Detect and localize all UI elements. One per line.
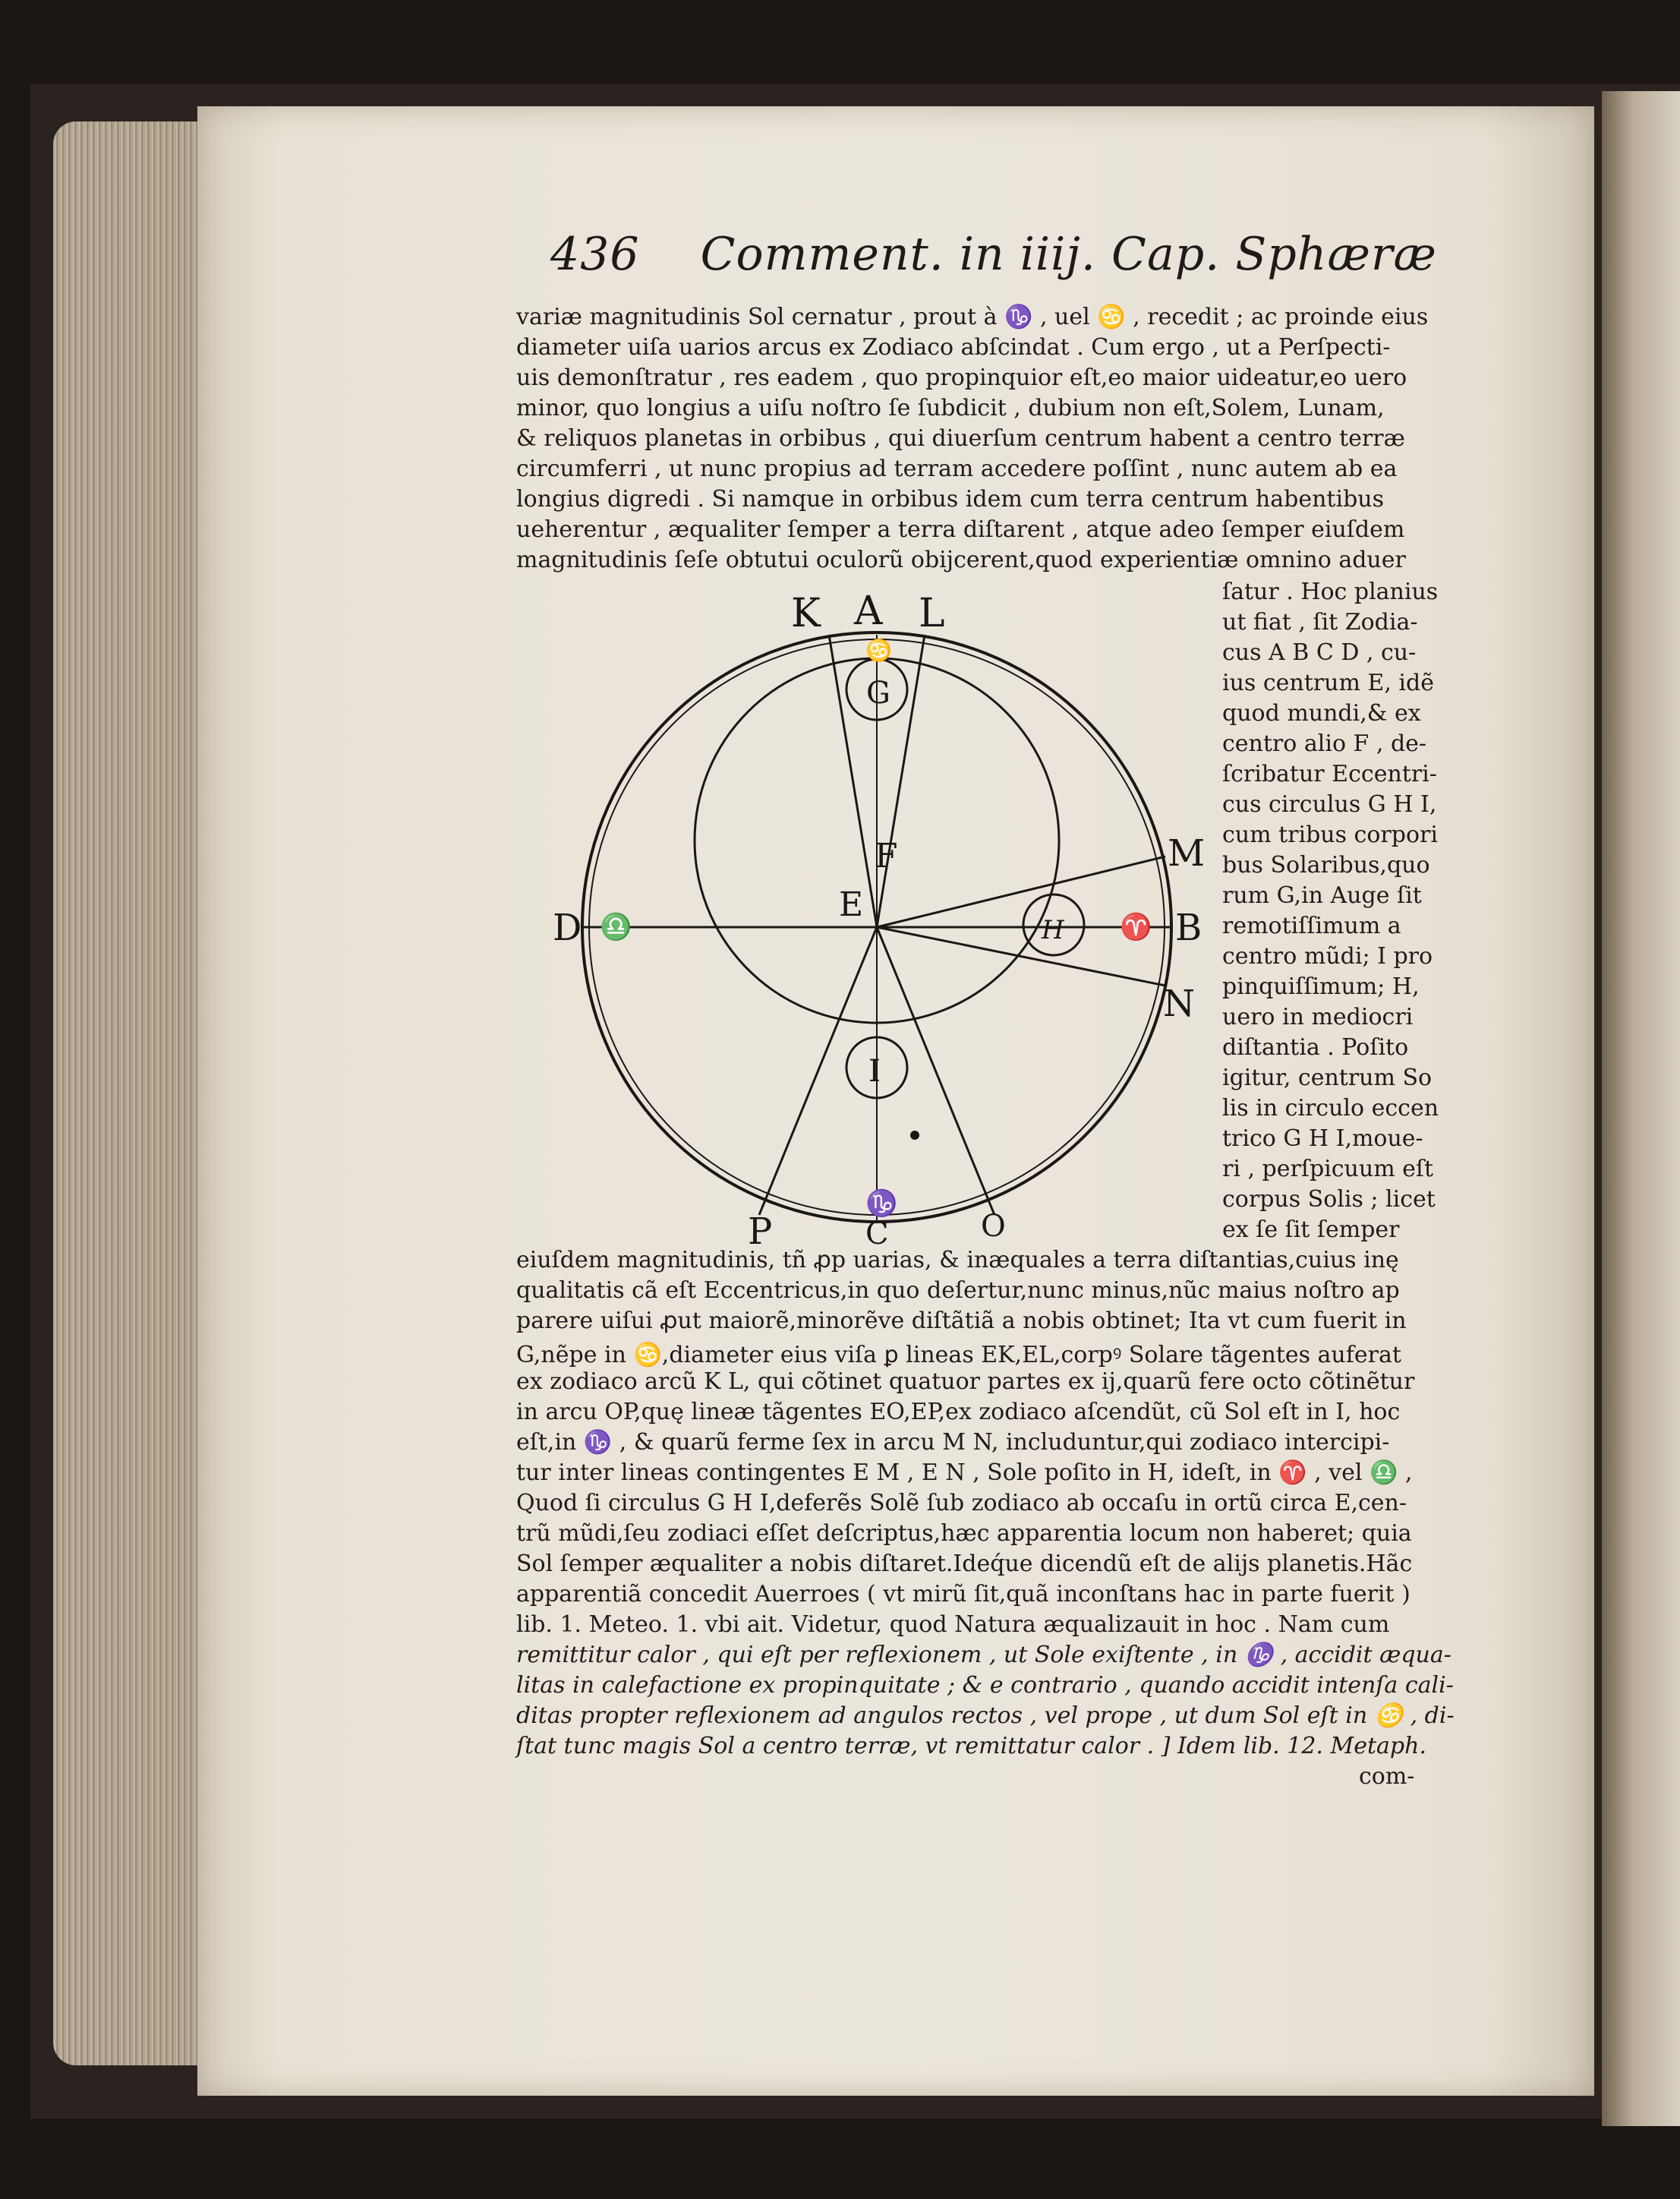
text-line: litas in calefactione ex propinquitate ; & e contrario , quando accidit intenſa cali- <box>516 1672 1454 1699</box>
column-line: cus circulus G H I, <box>1222 791 1437 818</box>
text-line: remittitur calor , qui eſt per reflexionem , ut Sole exiſtente , in ♑ , accidit æqua- <box>516 1642 1451 1668</box>
column-line: cus A B C D , cu- <box>1222 639 1417 666</box>
label-k: K <box>791 591 821 636</box>
column-line: ius centrum E, idẽ <box>1222 670 1434 696</box>
label-a: A <box>854 588 883 634</box>
label-d: D <box>553 907 582 949</box>
text-line: uis demonſtratur , res eadem , quo propinquior eſt,eo maior uideatur,eo uero <box>516 364 1407 391</box>
page-edges <box>53 121 205 2065</box>
text-line: magnitudinis ſeſe obtutui oculorũ obijcerent,quod experientiæ omnino aduer <box>516 547 1406 573</box>
column-line: corpus Solis ; licet <box>1222 1186 1436 1213</box>
label-m: M <box>1168 832 1206 875</box>
text-line: G,nẽpe in ♋,diameter eius viſa ꝑ lineas EK,EL,corpꝰ Solare tãgentes auferat <box>516 1342 1401 1368</box>
column-line: ſatur . Hoc planius <box>1222 579 1439 605</box>
column-line: igitur, centrum So <box>1222 1065 1433 1091</box>
text-line: ſtat tunc magis Sol a centro terræ, vt remittatur calor . ] Idem lib. 12. Metaph. <box>516 1733 1426 1759</box>
sign-capricorn: ♑ <box>865 1188 898 1219</box>
running-title: Comment. in iiij. Cap. Sphæræ <box>700 228 1437 281</box>
text-line: Quod ſi circulus G H I,deferẽs Solẽ ſub zodiaco ab occaſu in ortũ circa E,cen- <box>516 1490 1407 1516</box>
text-line: circumferri , ut nunc propius ad terram accedere poſſint , nunc autem ab ea <box>516 456 1398 482</box>
text-line: eſt,in ♑ , & quarũ ferme ſex in arcu M N, includuntur,qui zodiaco intercipi- <box>516 1429 1390 1456</box>
label-f: F <box>875 837 898 875</box>
text-line: minor, quo longius a uiſu noſtro ſe ſubdicit , dubium non eſt,Solem, Lunam, <box>516 395 1385 421</box>
center-dot <box>910 1131 919 1140</box>
column-line: cum tribus corpori <box>1222 822 1438 848</box>
column-line: bus Solaribus,quo <box>1222 852 1430 879</box>
label-c: C <box>865 1216 889 1251</box>
column-line: trico G H I,moue- <box>1222 1125 1423 1152</box>
text-line: parere uiſui ꝓut maiorẽ,minorẽve diſtãtiã a nobis obtinet; Ita vt cum fuerit in <box>516 1308 1407 1334</box>
text-line: ex zodiaco arcũ K L, qui cõtinet quatuor partes ex ij,quarũ fere octo cõtinẽtur <box>516 1368 1415 1395</box>
text-line: ueherentur , æqualiter ſemper a terra diſtarent , atque adeo ſemper eiuſdem <box>516 516 1405 543</box>
running-head <box>550 228 1437 289</box>
column-line: ri , perſpicuum eſt <box>1222 1156 1434 1182</box>
text-line: eiuſdem magnitudinis, tñ ꝓp uarias, & inæquales a terra diſtantias,cuius inę <box>516 1247 1399 1273</box>
text-line: qualitatis cã eſt Eccentricus,in quo deſertur,nunc minus,nũc maius noſtro ap <box>516 1277 1400 1304</box>
label-e: E <box>839 885 864 924</box>
text-line: ditas propter reflexionem ad angulos rectos , vel prope , ut dum Sol eſt in ♋ , di- <box>516 1702 1455 1729</box>
text-line: diameter uiſa uarios arcus ex Zodiaco abſcindat . Cum ergo , ut a Perſpecti- <box>516 334 1391 361</box>
facing-page-edge <box>1602 91 1680 2126</box>
column-line: lis in circulo eccen <box>1222 1095 1439 1122</box>
label-i: I <box>868 1054 881 1089</box>
sign-libra: ♎ <box>600 912 632 942</box>
column-line: ex ſe ſit ſemper <box>1222 1216 1400 1243</box>
page-number: 436 <box>550 228 640 281</box>
label-b: B <box>1175 907 1202 949</box>
column-line: ſcribatur Eccentri- <box>1222 761 1437 787</box>
text-line: longius digredi . Si namque in orbibus idem cum terra centrum habentibus <box>516 486 1384 513</box>
column-line: pinquiſſimum; H, <box>1222 973 1420 1000</box>
label-h: H <box>1042 915 1064 945</box>
column-line: quod mundi,& ex <box>1222 700 1421 727</box>
label-p: P <box>748 1210 773 1253</box>
sign-cancer: ♋ <box>865 638 892 663</box>
column-line: centro alio F , de- <box>1222 730 1427 757</box>
catchword: com- <box>1359 1763 1415 1790</box>
label-g: G <box>866 676 890 711</box>
column-line: remotiſſimum a <box>1222 913 1401 939</box>
text-line: trũ mũdi,ſeu zodiaci eſſet deſcriptus,hæc apparentia locum non haberet; quia <box>516 1520 1412 1547</box>
eccentric-orbit-diagram <box>531 585 1230 1253</box>
text-line: variæ magnitudinis Sol cernatur , prout à ♑ , uel ♋ , recedit ; ac proinde eius <box>516 304 1429 330</box>
text-line: & reliquos planetas in orbibus , qui diuerſum centrum habent a centro terræ <box>516 425 1405 452</box>
column-line: centro mũdi; I pro <box>1222 943 1433 970</box>
column-line: rum G,in Auge ſit <box>1222 882 1422 909</box>
label-o: O <box>981 1209 1006 1244</box>
text-line: apparentiã concedit Auerroes ( vt mirũ ſit,quã inconſtans hac in parte fuerit ) <box>516 1581 1411 1607</box>
text-line: Sol ſemper æqualiter a nobis diſtaret.Ideq́ue dicendũ eſt de alijs planetis.Hãc <box>516 1551 1413 1577</box>
column-line: diſtantia . Poſito <box>1222 1034 1409 1061</box>
column-line: uero in mediocri <box>1222 1004 1414 1030</box>
text-line: tur inter lineas contingentes E M , E N , Sole poſito in H, ideſt, in ♈ , vel ♎ , <box>516 1459 1413 1486</box>
label-n: N <box>1163 983 1195 1025</box>
text-line: lib. 1. Meteo. 1. vbi ait. Videtur, quod Natura æqualizauit in hoc . Nam cum <box>516 1611 1390 1638</box>
sign-aries: ♈ <box>1120 912 1152 942</box>
column-line: ut fiat , ſit Zodia- <box>1222 609 1418 636</box>
label-l: L <box>919 591 945 636</box>
text-line: in arcu OP,quę lineæ tãgentes EO,EP,ex zodiaco aſcendũt, cũ Sol eſt in I, hoc <box>516 1399 1401 1425</box>
